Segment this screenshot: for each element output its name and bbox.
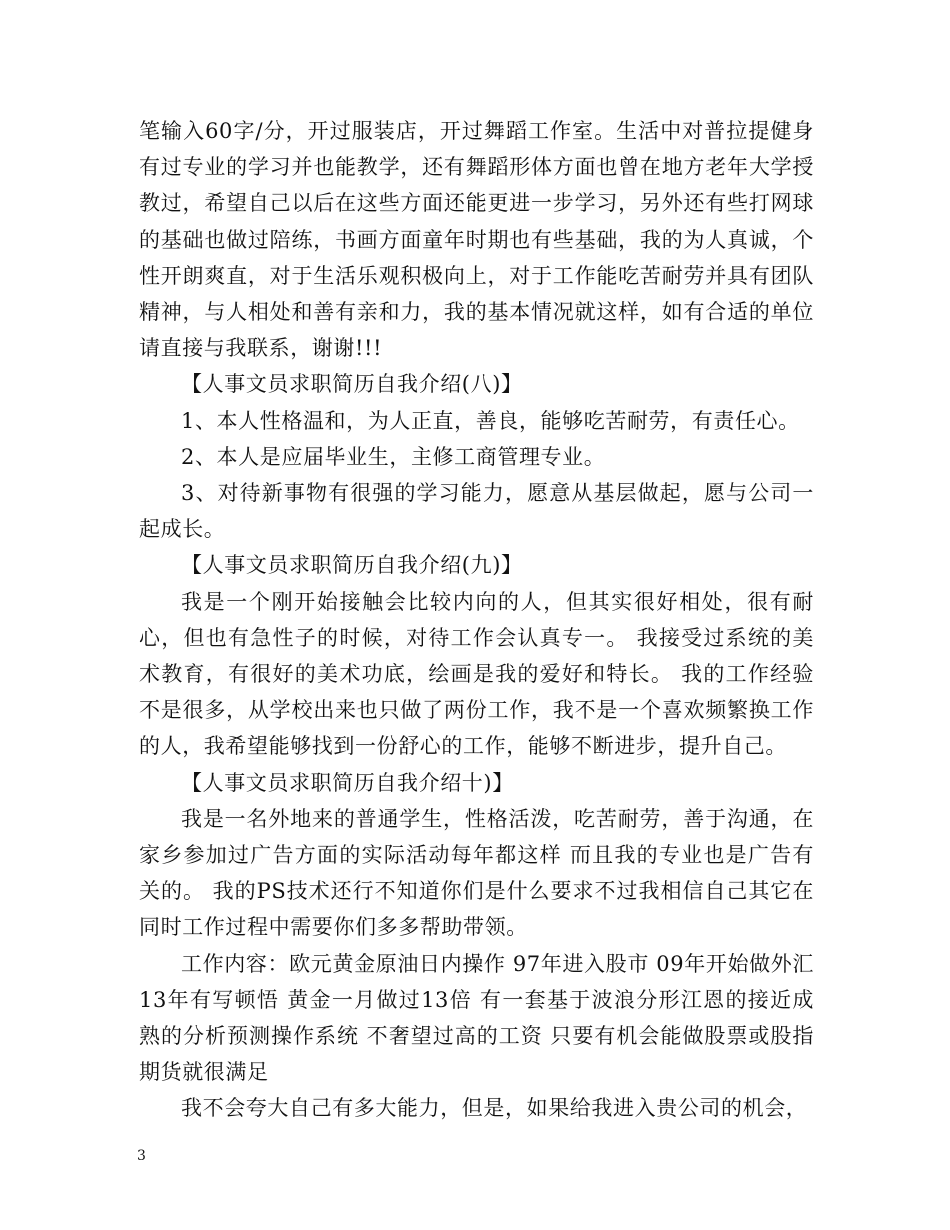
paragraph-closing: 我不会夸大自己有多大能力，但是，如果给我进入贵公司的机会，: [181, 1096, 808, 1121]
section-heading-9: 【人事文员求职简历自我介绍(九)】: [181, 553, 523, 578]
page-number: 3: [137, 1148, 146, 1164]
list-item-2: 2、本人是应届毕业生，主修工商管理专业。: [181, 444, 606, 469]
paragraph-section-10: 我是一名外地来的普通学生，性格活泼，吃苦耐劳，善于沟通，在家乡参加过广告方面的实际活动每年都这样 而且我的专业也是广告有关的。 我的PS技术还行不知道你们是什么要求不过我相信自己其它在同时工作过程中需要你们多多帮助带领。: [139, 806, 814, 940]
list-item-3: 3、对待新事物有很强的学习能力，愿意从基层做起，愿与公司一起成长。: [139, 481, 814, 542]
section-heading-8: 【人事文员求职简历自我介绍(八)】: [181, 372, 523, 397]
paragraph-work-content: 工作内容：欧元黄金原油日内操作 97年进入股市 09年开始做外汇13年有写顿悟 黄金一月做过13倍 有一套基于波浪分形江恩的接近成熟的分析预测操作系统 不奢望过高的工资 只要有机会能做股票或股指期货就很满足: [139, 951, 814, 1085]
section-heading-10: 【人事文员求职简历自我介绍十)】: [181, 770, 514, 795]
list-item-1: 1、本人性格温和，为人正直，善良，能够吃苦耐劳，有责任心。: [181, 408, 800, 433]
document-body: [139, 113, 814, 1127]
paragraph-section-9: 我是一个刚开始接触会比较内向的人，但其实很好相处，很有耐心，但也有急性子的时候，对待工作会认真专一。 我接受过系统的美术教育，有很好的美术功底，绘画是我的爱好和特长。 我的工作经验不是很多，从学校出来也只做了两份工作，我不是一个喜欢频繁换工作的人，我希望能够找到一份舒心的工作，能够不断进步，提升自己。: [139, 589, 814, 759]
paragraph-intro-continued: 笔输入60字/分，开过服装店，开过舞蹈工作室。生活中对普拉提健身有过专业的学习并也能教学，还有舞蹈形体方面也曾在地方老年大学授教过，希望自己以后在这些方面还能更进一步学习，另外还有些打网球的基础也做过陪练，书画方面童年时期也有些基础，我的为人真诚，个性开朗爽直，对于生活乐观积极向上，对于工作能吃苦耐劳并具有团队精神，与人相处和善有亲和力，我的基本情况就这样，如有合适的单位请直接与我联系，谢谢!!!: [139, 119, 814, 361]
